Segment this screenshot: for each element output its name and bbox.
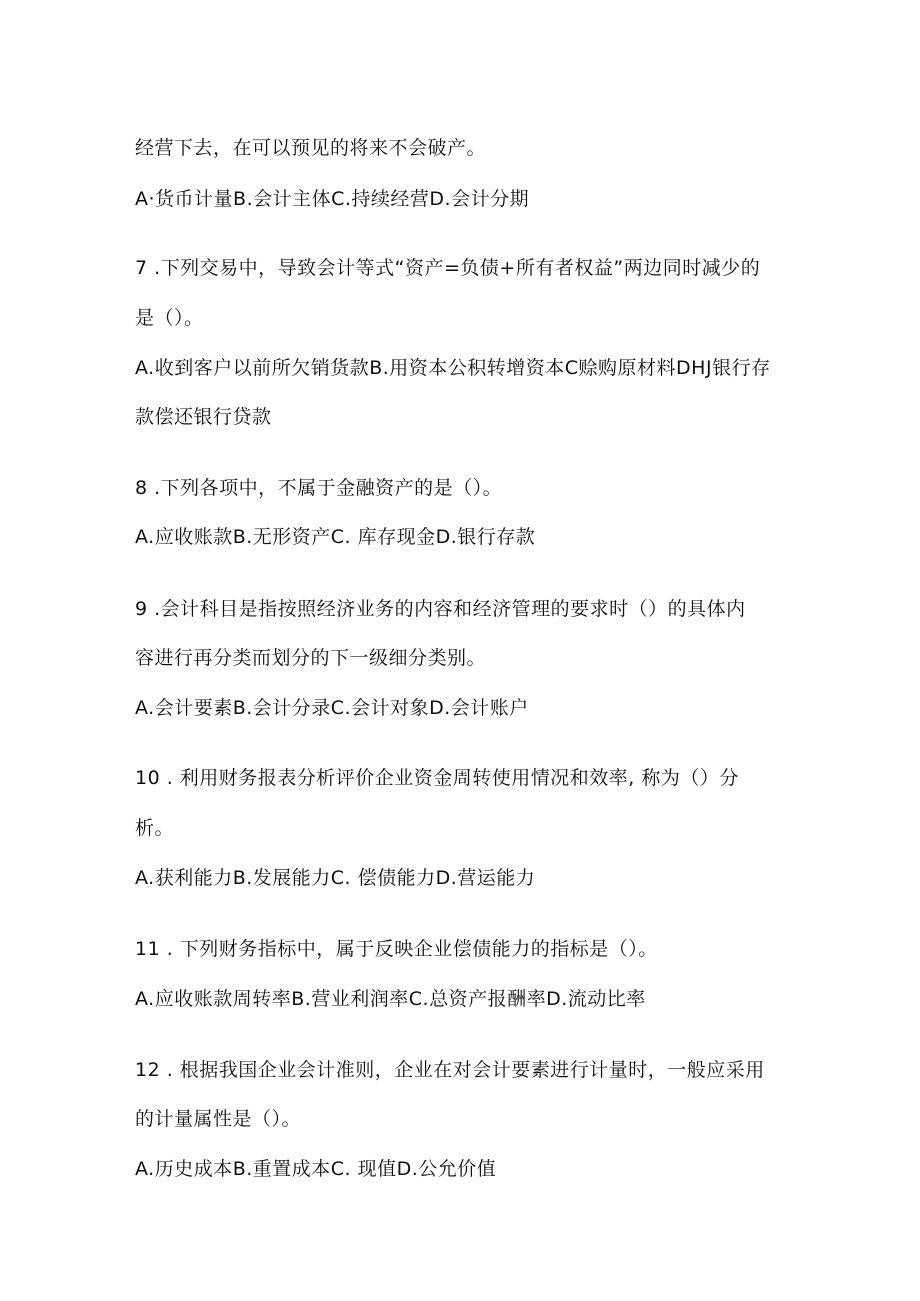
question-12-stem-line-2: 的计量属性是（）。 <box>135 1108 302 1130</box>
question-7-options-line-2: 款偿还银行贷款 <box>135 406 272 428</box>
question-10-stem-line-1: 10 . 利用财务报表分析评价企业资金周转使用情况和效率, 称为（）分 <box>135 767 739 789</box>
question-11-options-line-1: A.应收账款周转率B.营业利润率C.总资产报酬率D.流动比率 <box>135 988 646 1010</box>
intro-options: A·货币计量B.会计主体C.持续经营D.会计分期 <box>135 188 530 210</box>
question-11-stem-line-1: 11 . 下列财务指标中，属于反映企业偿债能力的指标是（）。 <box>135 938 658 960</box>
question-8-options-line-1: A.应收账款B.无形资产C. 库存现金D.银行存款 <box>135 526 536 548</box>
question-12-options-line-1: A.历史成本B.重置成本C. 现值D.公允价值 <box>135 1158 497 1180</box>
question-10-options-line-1: A.获利能力B.发展能力C. 偿债能力D.营运能力 <box>135 867 536 889</box>
question-10-stem-line-2: 析。 <box>135 817 175 839</box>
question-12-stem-line-1: 12 . 根据我国企业会计准则，企业在对会计要素进行计量时，一般应采用 <box>135 1059 765 1081</box>
question-9-stem-line-2: 容进行再分类而划分的下一级细分类别。 <box>135 647 487 669</box>
intro-line: 经营下去，在可以预见的将来不会破产。 <box>135 137 487 159</box>
question-9-options-line-1: A.会计要素B.会计分录C.会计对象D.会计账户 <box>135 697 529 719</box>
question-7-stem-line-2: 是（）。 <box>135 307 204 329</box>
question-8-stem-line-1: 8 .下列各项中，不属于金融资产的是（）。 <box>135 477 503 499</box>
question-7-options-line-1: A.收到客户以前所欠销货款B.用资本公积转增资本C赊购原材料DHJ银行存 <box>135 357 771 379</box>
question-9-stem-line-1: 9 .会计科目是指按照经济业务的内容和经济管理的要求时（）的具体内 <box>135 598 746 620</box>
question-7-stem-line-1: 7 .下列交易中，导致会计等式“资产=负债+所有者权益”两边同时减少的 <box>135 257 761 279</box>
